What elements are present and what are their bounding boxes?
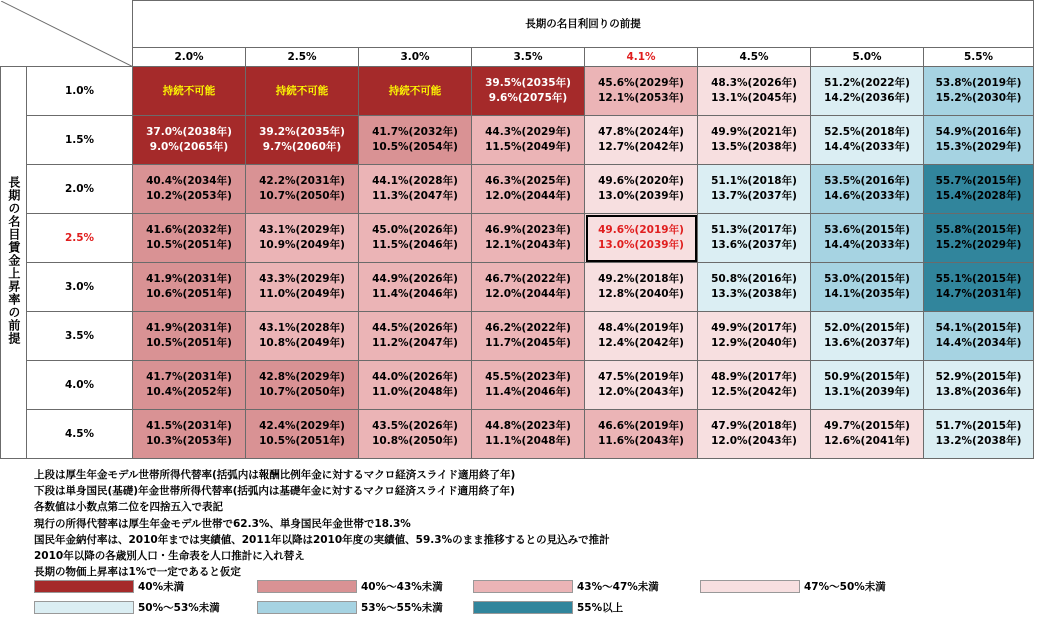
row-header: 3.0% — [27, 263, 133, 312]
cell-lower-value: 11.1%(2048年) — [485, 435, 571, 447]
cell-lower-value: 13.3%(2038年) — [711, 288, 797, 300]
cell-upper-value: 49.2%(2018年) — [598, 273, 684, 286]
cell-lower-value: 10.7%(2050年) — [259, 386, 345, 398]
corner-diagonal — [1, 1, 133, 67]
data-cell — [472, 67, 585, 116]
cell-upper-value: 42.8%(2029年) — [259, 371, 345, 384]
cell-upper-value: 48.3%(2026年) — [711, 77, 797, 90]
table-row — [1, 312, 1034, 361]
row-header: 4.5% — [27, 410, 133, 459]
legend-swatch — [473, 601, 573, 614]
legend-item — [34, 598, 220, 616]
data-cell — [472, 410, 585, 459]
cell-upper-value: 46.2%(2022年) — [485, 322, 571, 335]
cell-upper-value: 49.9%(2021年) — [711, 126, 797, 139]
data-cell — [472, 263, 585, 312]
data-cell — [246, 361, 359, 410]
cell-lower-value: 10.5%(2051年) — [259, 435, 345, 447]
cell-upper-value: 47.5%(2019年) — [598, 371, 684, 384]
legend-label: 40%未満 — [138, 580, 185, 593]
cell-lower-value: 10.5%(2051年) — [146, 239, 232, 251]
data-cell — [133, 312, 246, 361]
data-cell — [472, 116, 585, 165]
cell-lower-value: 12.4%(2042年) — [598, 337, 684, 349]
data-cell — [698, 361, 811, 410]
cell-lower-value: 11.0%(2049年) — [259, 288, 345, 300]
cell-lower-value: 10.3%(2053年) — [146, 435, 232, 447]
data-cell — [133, 67, 246, 116]
data-cell — [698, 165, 811, 214]
cell-lower-value: 13.8%(2036年) — [935, 386, 1022, 398]
cell-upper-value: 持続不可能 — [162, 84, 216, 97]
data-cell — [585, 312, 698, 361]
cell-upper-value: 52.0%(2015年) — [824, 322, 910, 335]
cell-upper-value: 52.9%(2015年) — [935, 371, 1022, 384]
cell-lower-value: 11.4%(2046年) — [372, 288, 458, 300]
cell-upper-value: 49.7%(2015年) — [824, 420, 910, 433]
data-cell — [698, 410, 811, 459]
cell-upper-value: 51.7%(2015年) — [935, 420, 1022, 433]
data-cell — [924, 263, 1034, 312]
data-cell — [472, 165, 585, 214]
column-axis-title: 長期の名目利回りの前提 — [133, 1, 1034, 48]
cell-upper-value: 54.9%(2016年) — [935, 126, 1022, 139]
note-line: 各数値は小数点第二位を四捨五入で表記 — [34, 501, 223, 514]
data-cell — [698, 116, 811, 165]
data-cell — [698, 214, 811, 263]
cell-lower-value: 12.5%(2042年) — [711, 386, 797, 398]
cell-lower-value: 15.2%(2030年) — [935, 92, 1022, 104]
cell-lower-value: 10.8%(2049年) — [259, 337, 345, 349]
data-cell — [133, 410, 246, 459]
cell-upper-value: 47.9%(2018年) — [711, 420, 797, 433]
cell-lower-value: 14.7%(2031年) — [935, 288, 1022, 300]
cell-lower-value: 12.8%(2040年) — [598, 288, 684, 300]
cell-lower-value: 15.4%(2028年) — [935, 190, 1022, 202]
legend-item — [473, 577, 659, 595]
cell-lower-value: 11.7%(2045年) — [485, 337, 571, 349]
data-cell — [133, 165, 246, 214]
cell-upper-value: 49.6%(2019年) — [598, 224, 684, 237]
cell-upper-value: 41.7%(2032年) — [372, 126, 458, 139]
cell-upper-value: 46.9%(2023年) — [485, 224, 571, 237]
legend-label: 55%以上 — [577, 601, 624, 614]
cell-upper-value: 45.5%(2023年) — [485, 371, 571, 384]
data-cell — [811, 263, 924, 312]
cell-upper-value: 44.0%(2026年) — [372, 371, 458, 384]
cell-upper-value: 40.4%(2034年) — [146, 175, 232, 188]
row-axis-title — [1, 67, 27, 459]
data-cell — [246, 410, 359, 459]
cell-upper-value: 42.4%(2029年) — [259, 420, 345, 433]
color-legend — [34, 577, 1034, 617]
legend-label: 47%～50%未満 — [804, 580, 886, 593]
legend-item — [34, 577, 184, 595]
cell-upper-value: 49.6%(2020年) — [598, 175, 684, 188]
cell-upper-value: 46.6%(2019年) — [598, 420, 684, 433]
data-cell — [811, 214, 924, 263]
note-line: 下段は単身国民(基礎)年金世帯所得代替率(括弧内は基礎年金に対するマクロ経済スライド適用終了年) — [34, 485, 515, 498]
data-cell — [585, 165, 698, 214]
cell-lower-value: 14.4%(2033年) — [824, 141, 910, 153]
cell-lower-value: 11.2%(2047年) — [372, 337, 458, 349]
legend-label: 43%～47%未満 — [577, 580, 659, 593]
cell-lower-value: 13.5%(2038年) — [711, 141, 797, 153]
data-cell — [359, 312, 472, 361]
data-cell — [246, 165, 359, 214]
cell-lower-value: 15.3%(2029年) — [935, 141, 1022, 153]
data-cell — [585, 67, 698, 116]
cell-lower-value: 9.7%(2060年) — [262, 141, 342, 153]
cell-upper-value: 持続不可能 — [275, 84, 329, 97]
data-cell — [359, 67, 472, 116]
row-header: 2.0% — [27, 165, 133, 214]
cell-lower-value: 14.1%(2035年) — [824, 288, 910, 300]
data-cell — [246, 214, 359, 263]
data-cell — [133, 214, 246, 263]
table-row — [1, 67, 1034, 116]
legend-item — [257, 598, 443, 616]
data-cell — [246, 263, 359, 312]
data-cell — [359, 214, 472, 263]
legend-swatch — [34, 601, 134, 614]
column-header: 2.5% — [246, 48, 359, 67]
column-header: 4.1% — [585, 48, 698, 67]
data-cell — [585, 361, 698, 410]
data-cell — [811, 312, 924, 361]
data-cell — [924, 214, 1034, 263]
column-header: 4.5% — [698, 48, 811, 67]
cell-lower-value: 13.6%(2037年) — [824, 337, 910, 349]
data-cell — [924, 410, 1034, 459]
data-cell — [585, 116, 698, 165]
cell-lower-value: 12.7%(2042年) — [598, 141, 684, 153]
cell-upper-value: 43.1%(2029年) — [259, 224, 345, 237]
data-cell — [246, 116, 359, 165]
cell-lower-value: 13.6%(2037年) — [711, 239, 797, 251]
row-header: 1.0% — [27, 67, 133, 116]
cell-lower-value: 12.0%(2044年) — [485, 190, 571, 202]
cell-lower-value: 11.5%(2049年) — [485, 141, 571, 153]
data-cell — [133, 263, 246, 312]
data-cell — [811, 165, 924, 214]
cell-lower-value: 10.8%(2050年) — [372, 435, 458, 447]
data-cell-current — [585, 214, 698, 263]
table-row — [1, 165, 1034, 214]
cell-upper-value: 42.2%(2031年) — [259, 175, 345, 188]
table-row — [1, 410, 1034, 459]
cell-upper-value: 41.5%(2031年) — [146, 420, 232, 433]
cell-upper-value: 51.1%(2018年) — [711, 175, 797, 188]
column-header: 3.5% — [472, 48, 585, 67]
cell-lower-value: 13.1%(2039年) — [824, 386, 910, 398]
row-header: 1.5% — [27, 116, 133, 165]
data-cell — [924, 165, 1034, 214]
legend-label: 50%～53%未満 — [138, 601, 220, 614]
row-header: 2.5% — [27, 214, 133, 263]
cell-lower-value: 15.2%(2029年) — [935, 239, 1022, 251]
cell-upper-value: 37.0%(2038年) — [146, 126, 232, 139]
cell-upper-value: 53.0%(2015年) — [824, 273, 910, 286]
cell-upper-value: 55.7%(2015年) — [935, 175, 1022, 188]
data-cell — [133, 116, 246, 165]
legend-swatch — [257, 601, 357, 614]
data-cell — [698, 312, 811, 361]
note-line: 現行の所得代替率は厚生年金モデル世帯で62.3%、単身国民年金世帯で18.3% — [34, 517, 411, 530]
cell-upper-value: 53.5%(2016年) — [824, 175, 910, 188]
data-cell — [698, 263, 811, 312]
cell-lower-value: 11.6%(2043年) — [598, 435, 684, 447]
notes-block — [34, 467, 610, 580]
data-cell — [359, 116, 472, 165]
legend-item — [473, 598, 623, 616]
cell-lower-value: 13.7%(2037年) — [711, 190, 797, 202]
cell-upper-value: 43.5%(2026年) — [372, 420, 458, 433]
data-cell — [585, 410, 698, 459]
data-cell — [811, 410, 924, 459]
cell-lower-value: 12.1%(2043年) — [485, 239, 571, 251]
cell-upper-value: 54.1%(2015年) — [935, 322, 1022, 335]
cell-lower-value: 14.2%(2036年) — [824, 92, 910, 104]
cell-lower-value: 11.5%(2046年) — [372, 239, 458, 251]
corner-cell — [1, 1, 133, 67]
cell-upper-value: 53.8%(2019年) — [935, 77, 1022, 90]
legend-swatch — [473, 580, 573, 593]
row-header: 4.0% — [27, 361, 133, 410]
cell-lower-value: 10.7%(2050年) — [259, 190, 345, 202]
cell-lower-value: 9.6%(2075年) — [488, 92, 568, 104]
data-cell — [246, 312, 359, 361]
legend-item — [257, 577, 443, 595]
cell-upper-value: 45.0%(2026年) — [372, 224, 458, 237]
data-cell — [698, 67, 811, 116]
legend-swatch — [700, 580, 800, 593]
column-header-row — [1, 48, 1034, 67]
cell-upper-value: 39.5%(2035年) — [485, 77, 571, 90]
data-cell — [924, 67, 1034, 116]
cell-upper-value: 持続不可能 — [388, 84, 442, 97]
note-line: 国民年金納付率は、2010年までは実績値、2011年以降は2010年度の実績値、59.3%のまま推移するとの見込みで推計 — [34, 533, 610, 546]
cell-upper-value: 52.5%(2018年) — [824, 126, 910, 139]
data-cell — [811, 116, 924, 165]
cell-lower-value: 12.0%(2043年) — [711, 435, 797, 447]
cell-lower-value: 10.5%(2051年) — [146, 337, 232, 349]
cell-upper-value: 55.1%(2015年) — [935, 273, 1022, 286]
cell-lower-value: 10.9%(2049年) — [259, 239, 345, 251]
data-cell — [133, 361, 246, 410]
legend-label: 40%～43%未満 — [361, 580, 443, 593]
cell-lower-value: 11.3%(2047年) — [372, 190, 458, 202]
cell-lower-value: 12.0%(2044年) — [485, 288, 571, 300]
cell-upper-value: 49.9%(2017年) — [711, 322, 797, 335]
cell-lower-value: 13.1%(2045年) — [711, 92, 797, 104]
cell-lower-value: 12.9%(2040年) — [711, 337, 797, 349]
cell-lower-value: 14.4%(2034年) — [935, 337, 1022, 349]
data-cell — [585, 263, 698, 312]
cell-upper-value: 41.9%(2031年) — [146, 273, 232, 286]
cell-upper-value: 41.6%(2032年) — [146, 224, 232, 237]
cell-lower-value: 12.0%(2043年) — [598, 386, 684, 398]
note-line: 長期の物価上昇率は1%で一定であると仮定 — [34, 566, 241, 579]
cell-upper-value: 45.6%(2029年) — [598, 77, 684, 90]
cell-upper-value: 50.8%(2016年) — [711, 273, 797, 286]
cell-lower-value: 11.4%(2046年) — [485, 386, 571, 398]
cell-lower-value: 10.6%(2051年) — [146, 288, 232, 300]
cell-upper-value: 44.3%(2029年) — [485, 126, 571, 139]
cell-upper-value: 46.3%(2025年) — [485, 175, 571, 188]
column-header: 5.5% — [924, 48, 1034, 67]
cell-upper-value: 44.5%(2026年) — [372, 322, 458, 335]
cell-lower-value: 13.0%(2039年) — [598, 239, 684, 251]
cell-upper-value: 46.7%(2022年) — [485, 273, 571, 286]
cell-lower-value: 13.2%(2038年) — [935, 435, 1022, 447]
data-cell — [924, 116, 1034, 165]
table-row — [1, 263, 1034, 312]
cell-upper-value: 50.9%(2015年) — [824, 371, 910, 384]
row-header: 3.5% — [27, 312, 133, 361]
cell-upper-value: 41.9%(2031年) — [146, 322, 232, 335]
legend-label: 53%～55%未満 — [361, 601, 443, 614]
cell-lower-value: 14.4%(2033年) — [824, 239, 910, 251]
data-cell — [811, 67, 924, 116]
data-cell — [359, 410, 472, 459]
data-cell — [472, 361, 585, 410]
cell-upper-value: 47.8%(2024年) — [598, 126, 684, 139]
cell-upper-value: 51.3%(2017年) — [711, 224, 797, 237]
cell-lower-value: 9.0%(2065年) — [149, 141, 229, 153]
cell-lower-value: 10.5%(2054年) — [372, 141, 458, 153]
cell-upper-value: 39.2%(2035年) — [259, 126, 345, 139]
cell-upper-value: 41.7%(2031年) — [146, 371, 232, 384]
cell-upper-value: 55.8%(2015年) — [935, 224, 1022, 237]
cell-upper-value: 53.6%(2015年) — [824, 224, 910, 237]
cell-upper-value: 44.9%(2026年) — [372, 273, 458, 286]
data-cell — [924, 312, 1034, 361]
data-cell — [359, 165, 472, 214]
legend-swatch — [34, 580, 134, 593]
column-header: 5.0% — [811, 48, 924, 67]
cell-upper-value: 44.1%(2028年) — [372, 175, 458, 188]
data-cell — [924, 361, 1034, 410]
data-cell — [811, 361, 924, 410]
cell-upper-value: 51.2%(2022年) — [824, 77, 910, 90]
cell-upper-value: 43.3%(2029年) — [259, 273, 345, 286]
cell-upper-value: 43.1%(2028年) — [259, 322, 345, 335]
column-header: 3.0% — [359, 48, 472, 67]
table-row — [1, 361, 1034, 410]
table-row — [1, 116, 1034, 165]
legend-swatch — [257, 580, 357, 593]
cell-lower-value: 13.0%(2039年) — [598, 190, 684, 202]
column-header: 2.0% — [133, 48, 246, 67]
cell-lower-value: 12.6%(2041年) — [824, 435, 910, 447]
data-cell — [359, 263, 472, 312]
table-row — [1, 214, 1034, 263]
cell-lower-value: 10.4%(2052年) — [146, 386, 232, 398]
cell-lower-value: 11.0%(2048年) — [372, 386, 458, 398]
legend-item — [700, 577, 886, 595]
note-line: 上段は厚生年金モデル世帯所得代替率(括弧内は報酬比例年金に対するマクロ経済スライド適用終了年) — [34, 469, 516, 481]
cell-upper-value: 48.4%(2019年) — [598, 322, 684, 335]
data-cell — [359, 361, 472, 410]
cell-lower-value: 12.1%(2053年) — [598, 92, 684, 104]
data-cell — [472, 312, 585, 361]
cell-lower-value: 10.2%(2053年) — [146, 190, 232, 202]
note-line: 2010年以降の各歳別人口・生命表を人口推計に入れ替え — [34, 550, 305, 563]
cell-lower-value: 14.6%(2033年) — [824, 190, 910, 202]
cell-upper-value: 48.9%(2017年) — [711, 371, 797, 384]
data-cell — [472, 214, 585, 263]
cell-upper-value: 44.8%(2023年) — [485, 420, 571, 433]
row-axis-title-text: 長期の名目賃金上昇率の前提 — [6, 175, 21, 345]
data-cell — [246, 67, 359, 116]
